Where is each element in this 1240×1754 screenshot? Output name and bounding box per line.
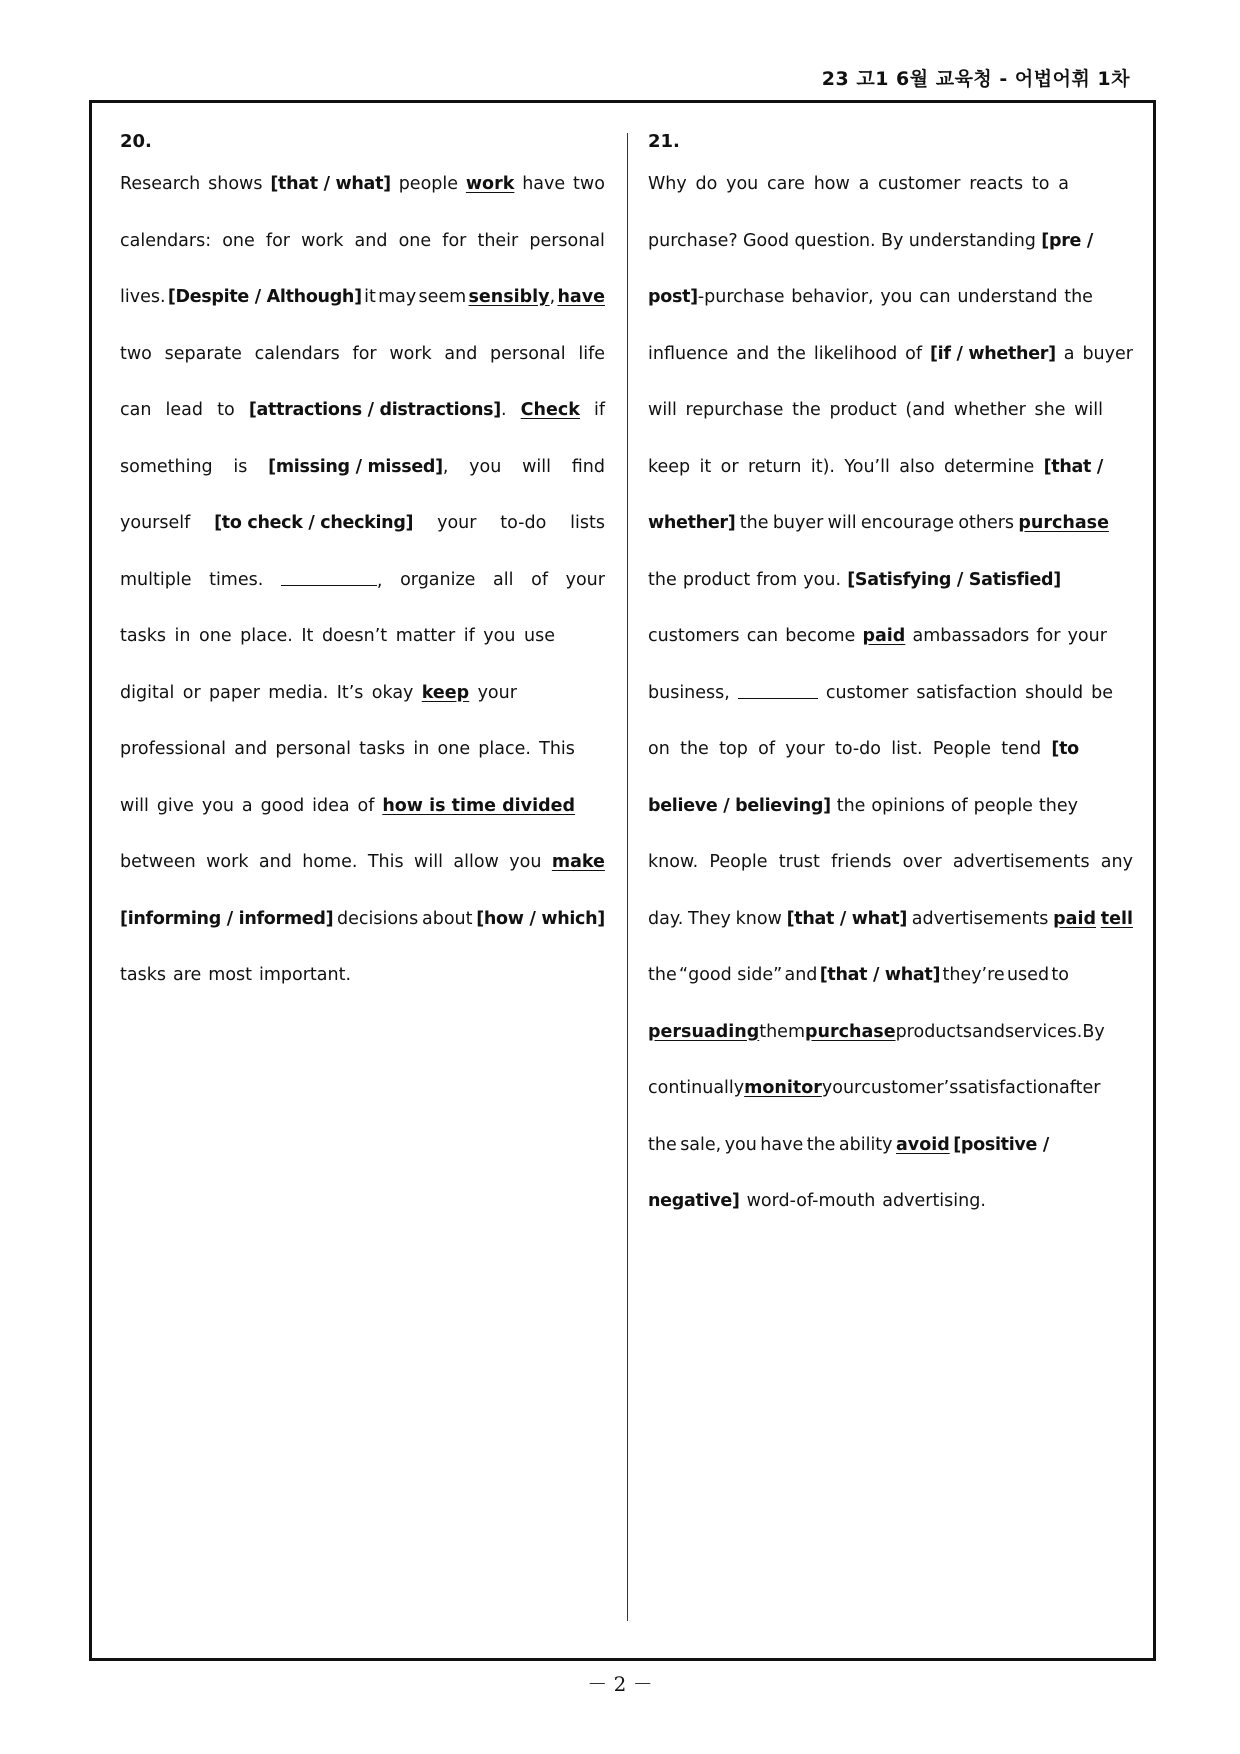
underlined-word: purchase [805,1021,896,1042]
word: top [719,739,748,759]
choice-bracket: [that / what] [786,908,908,929]
word: should [1025,682,1084,703]
word: the [1064,287,1093,307]
punctuation: , [549,287,556,307]
passage-line [648,904,1133,961]
word: This [539,739,575,759]
word: for [265,230,290,251]
word: return [747,456,802,477]
word: the [648,965,677,985]
word: to [217,400,235,420]
word: personal [275,739,351,759]
passage-line [120,226,605,283]
word: the [648,569,677,590]
word: are [172,965,202,985]
passage-line [648,282,1133,339]
punctuation: , [442,456,449,477]
word: in [413,739,430,759]
passage-line [120,847,605,904]
word: them [759,1021,806,1042]
word: question. [794,230,876,251]
word: reacts [969,174,1024,194]
word: ambassadors [912,626,1030,646]
choice-bracket: [that / what] [270,174,391,194]
word: used [1006,965,1050,985]
word: you [724,1134,757,1155]
word: sale, [680,1134,722,1155]
passage-line [648,791,1133,848]
word: have [760,1134,804,1155]
word: will [827,513,857,533]
word: you [201,795,234,816]
word: product [682,569,751,590]
word: list. [891,739,923,759]
word: tasks [359,739,406,759]
word: a [1063,343,1075,364]
word: tasks [120,965,166,985]
word: You’ll [844,456,890,477]
word: how [813,174,850,194]
passage-line [648,734,1133,791]
word: seem [418,287,467,307]
word: on [648,739,670,759]
word: it). [810,456,835,477]
word: people [973,795,1033,816]
passage-line [120,960,605,1017]
passage-line [120,452,605,509]
word: good [260,795,305,816]
word: -purchase [697,287,785,307]
word: the [739,513,769,533]
passage-line [648,1017,1133,1074]
word: you [880,287,913,307]
word: behavior, [791,287,874,307]
word: of [531,569,548,590]
word: the [680,739,709,759]
punctuation: , [376,570,383,591]
word: of [905,343,923,364]
word: Research [120,174,201,194]
punctuation: . [500,400,507,420]
answer-blank [281,565,377,586]
word: word-of-mouth [746,1191,876,1211]
word: about [421,908,473,929]
word: encourage [860,513,954,533]
word: lead [165,400,204,420]
word: can [919,287,951,307]
word: will [120,795,149,816]
underlined-word: persuading [648,1021,760,1042]
word: your [821,1078,862,1098]
passage-line [648,226,1133,283]
word: customer’s [861,1078,959,1098]
passage-line [648,1073,1133,1130]
word: Why [648,174,687,194]
word: place. [240,626,293,646]
word: if [593,400,605,420]
word: times. [209,569,264,590]
word: determine [944,456,1035,477]
word: care [767,174,805,194]
word: personal [490,343,566,364]
word: product [829,400,897,420]
word: in [174,626,191,646]
word: your [477,682,517,703]
passage-line [120,339,605,396]
word: you [469,456,502,477]
word: after [1059,1078,1101,1098]
word: they’re [942,965,1005,985]
underlined-word: tell [1100,908,1133,929]
word: digital [120,682,175,703]
word: also [899,456,935,477]
underlined-word: monitor [744,1078,822,1098]
underlined-word: Check [520,400,580,420]
word: your [1067,626,1107,646]
word: two [573,174,605,194]
passage-line [648,508,1133,565]
word: trust [778,852,820,872]
word: one [437,739,471,759]
word: work [206,852,249,872]
word: buyer [772,513,824,533]
word: give [156,795,194,816]
word: allow [453,852,499,872]
word: calendars [254,343,340,364]
word: work [389,343,432,364]
underlined-word: paid [862,626,906,646]
word: use [524,626,555,646]
word: for [442,230,467,251]
word: of [758,739,775,759]
word: a [241,795,253,816]
word: lists [570,513,605,533]
word: of [950,795,968,816]
word: doesn’t [321,626,388,646]
word: services. [1004,1021,1083,1042]
choice-bracket: whether] [648,513,736,533]
answer-blank [738,678,818,699]
word: organize [400,569,476,590]
word: purchase? [648,230,738,251]
word: will [522,456,551,477]
word: for [1036,626,1061,646]
word: understand [957,287,1058,307]
passage-line [648,395,1133,452]
word: from [756,569,798,590]
word: (and [905,400,946,420]
word: multiple [120,569,192,590]
word: she [1034,400,1066,420]
word: People [709,852,768,872]
word: matter [395,626,456,646]
choice-bracket: [that / what] [819,965,941,985]
word: and [972,1021,1005,1042]
word: or [720,456,739,477]
passage-line [120,169,605,226]
choice-bracket: [that / [1043,456,1103,477]
word: the [806,1134,836,1155]
word: a [858,174,870,194]
word: place. [478,739,531,759]
word: business, [648,682,730,703]
word: for [352,343,377,364]
passage-line [648,960,1133,1017]
word: you [726,174,759,194]
word: will [1074,400,1103,420]
question-number: 20. [120,131,152,152]
underlined-word: make [551,852,605,872]
word: all [493,569,514,590]
word: others [958,513,1015,533]
word: is [233,456,248,477]
choice-bracket: [informing / informed] [120,908,334,929]
word: paper [209,682,260,703]
passage-line [648,1130,1133,1187]
word: to-do [500,513,547,533]
passage-line [648,1186,1133,1243]
passage-line [648,339,1133,396]
passage-line [120,678,605,735]
word: day. [648,908,684,929]
passage-line [120,734,605,791]
word: become [785,626,856,646]
word: be [1091,682,1113,703]
word: their [477,230,519,251]
word: and [258,852,292,872]
question-20-column [120,127,605,1017]
underlined-phrase: how is time divided [382,795,575,816]
word: important. [259,965,352,985]
word: tend [1001,739,1042,759]
word: two [120,343,152,364]
word: buyer [1082,343,1133,364]
word: may [378,287,417,307]
word: any [1100,852,1133,872]
word: will [648,400,677,420]
passage-line [648,169,1133,226]
word: calendars: [120,230,212,251]
word: one [222,230,255,251]
underlined-word: have [557,287,605,307]
word: This [367,852,404,872]
word: Good [742,230,790,251]
word: continually [648,1078,745,1098]
choice-bracket: [how / which] [476,908,605,929]
word: advertising. [882,1191,986,1211]
word: personal [529,230,605,251]
word: customers [648,626,740,646]
word: between [120,852,196,872]
word: separate [164,343,242,364]
word: a [1058,174,1069,194]
word: the [777,343,806,364]
word: it [699,456,712,477]
choice-bracket: [Despite / Although] [167,287,362,307]
word: if [463,626,475,646]
word: know [735,908,782,929]
passage-line [648,565,1133,622]
choice-bracket: [attractions / distractions] [248,400,501,420]
choice-bracket: [missing / missed] [268,456,443,477]
word: people [398,174,459,194]
word: customer [878,174,961,194]
word: one [398,230,432,251]
word: products [895,1021,972,1042]
word: you [483,626,516,646]
choice-bracket: negative] [648,1191,740,1211]
word: and [234,739,268,759]
word: home. [302,852,358,872]
word: do [695,174,718,194]
word: can [120,400,152,420]
word: advertisements [911,908,1049,929]
word: okay [371,682,414,703]
word: idea [312,795,350,816]
word: to [1051,965,1069,985]
underlined-word: keep [421,682,470,703]
word: something [120,456,213,477]
word: work [301,230,344,251]
word: your [437,513,477,533]
word: and [354,230,388,251]
word: one [199,626,232,646]
word: opinions [871,795,945,816]
word: over [902,852,942,872]
underlined-word: purchase [1018,513,1109,533]
word: It’s [336,682,364,703]
word: to [1031,174,1050,194]
word: ability [838,1134,893,1155]
word: they [1038,795,1078,816]
word: your [785,739,825,759]
word: shows [208,174,263,194]
word: tasks [120,626,166,646]
word: professional [120,739,227,759]
worksheet-frame [89,100,1156,1661]
word: repurchase [685,400,784,420]
word: have [522,174,566,194]
word: yourself [120,513,191,533]
underlined-word: avoid [895,1134,950,1155]
word: By [1082,1021,1105,1042]
page-number: － 2 － [587,1672,653,1696]
choice-bracket: [to [1051,739,1079,759]
passage-line [648,452,1133,509]
passage-line [648,621,1133,678]
question-21-column [648,127,1133,1243]
passage-line [120,904,605,961]
choice-bracket: post] [648,287,698,307]
word: People [932,739,991,759]
word: will [414,852,443,872]
choice-bracket: [if / whether] [929,343,1056,364]
word: satisfaction [916,682,1018,703]
word: and [736,343,770,364]
word: friends [831,852,892,872]
word: keep [648,456,691,477]
word: and [444,343,478,364]
word: life [578,343,605,364]
word: likelihood [813,343,898,364]
word: It [301,626,314,646]
passage-line [120,395,605,452]
word: decisions [337,908,419,929]
passage-line [120,282,605,339]
word: They [687,908,731,929]
passage-line [648,678,1133,735]
word: the [792,400,821,420]
choice-bracket: believe / believing] [648,795,831,816]
page-header-title: 23 고1 6월 교육청 - 어법어휘 1차 [821,68,1130,90]
word: advertisements [952,852,1090,872]
word: you. [803,569,842,590]
word: By [880,230,904,251]
word: the [648,1134,677,1155]
word: it [364,287,376,307]
word: most [208,965,253,985]
word: whether [953,400,1026,420]
passage-line [120,508,605,565]
word: of [357,795,375,816]
word: and [784,965,818,985]
word: your [565,569,605,590]
word: influence [648,343,729,364]
choice-bracket: [to check / checking] [214,513,414,533]
passage-line [120,791,605,848]
underlined-word: sensibly [468,287,550,307]
word: media. [268,682,329,703]
word: customer [825,682,909,703]
choice-bracket: [pre / [1041,230,1093,251]
choice-bracket: [positive / [953,1134,1049,1155]
word: satisfaction [958,1078,1060,1098]
word: you [509,852,542,872]
passage-line [120,621,605,678]
word: or [182,682,201,703]
word: know. [648,852,699,872]
question-number: 21. [648,131,680,152]
word: can [746,626,779,646]
word: lives. [120,287,166,307]
word: understanding [908,230,1036,251]
word: the [836,795,866,816]
underlined-word: work [465,174,515,194]
choice-bracket: [Satisfying / Satisfied] [847,569,1061,590]
passage-line [120,565,605,622]
column-divider [627,133,628,1621]
passage-line [648,847,1133,904]
word: to-do [834,739,881,759]
underlined-word: paid [1053,908,1097,929]
word: “good side” [679,965,783,985]
word: find [571,456,605,477]
